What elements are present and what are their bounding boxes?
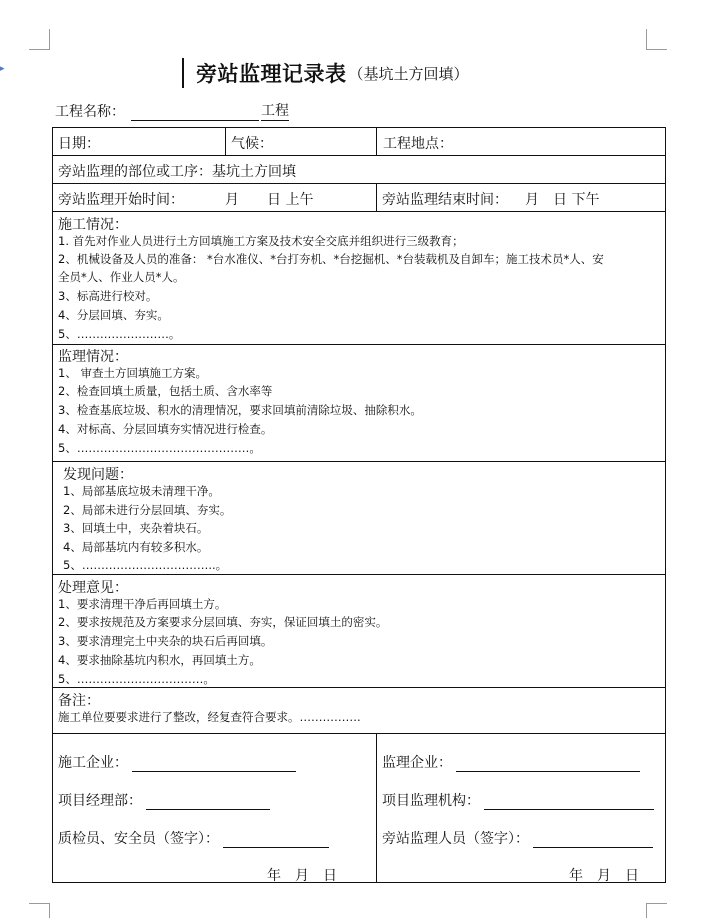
project-manager-row [58,790,270,810]
list-item: 1、要求清理干净后再回填土方。 [58,597,227,611]
crop-mark-top-left [29,29,50,50]
col-divider [376,183,377,211]
location-label: 工程地点： [383,136,453,152]
construction-title: 施工情况： [58,217,128,233]
row-divider [53,461,665,462]
construction-company-row [58,752,296,772]
list-item: 4、分层回填、夯实。 [58,308,169,322]
list-item: 2、机械设备及人员的准备： *台水准仪、*台打夯机、*台挖掘机、*台装载机及自卸车；施工技术员*人、安 [58,252,604,266]
supervision-agency-label: 项目监理机构： [382,793,480,809]
inspector-signature-field[interactable] [223,832,329,848]
row-divider [53,183,665,184]
list-item: 3、要求清理完土中夹杂的块石后再回填。 [58,634,273,648]
list-item: 4、要求抽除基坑内积水，再回填土方。 [58,653,261,667]
supervision-title: 监理情况： [58,349,128,365]
list-item: 2、要求按规范及方案要求分层回填、夯实，保证回填土的密实。 [58,615,388,629]
supervisor-signature-field[interactable] [533,832,653,848]
list-item: 4、局部基坑内有较多积水。 [63,540,209,554]
list-item: 5、……………………………..。 [63,558,228,572]
row-divider [53,211,665,212]
construction-company-label: 施工企业： [58,755,128,771]
col-divider [376,128,377,155]
list-item: 2、检查回填土质量，包括土质、含水率等 [58,384,273,398]
left-sign-date: 年 月 日 [267,868,337,884]
right-sign-date: 年 月 日 [569,868,639,884]
row-divider [53,155,665,156]
list-item: 2、局部未进行分层回填、夯实。 [63,503,232,517]
supervision-agency-field[interactable] [484,794,654,810]
crop-mark-top-right [646,29,667,50]
list-item: 1、局部基底垃圾未清理干净。 [63,484,220,498]
opinions-title: 处理意见： [58,580,128,596]
title-sub: （基坑土方回填） [348,64,469,83]
supervision-company-row [382,752,640,772]
project-name-field[interactable] [131,104,259,121]
list-item: 4、对标高、分层回填夯实情况进行检查。 [58,422,273,436]
supervision-company-field[interactable] [456,756,640,772]
page-title [182,56,469,90]
col-divider [225,128,226,155]
list-item: 5、……………………。 [58,327,181,341]
end-time-value: 月 日 下午 [525,192,600,208]
construction-company-field[interactable] [132,756,296,772]
project-manager-label: 项目经理部： [58,793,142,809]
list-item: 5、……………………………。 [58,672,215,686]
project-name-suffix: 工程 [261,100,289,121]
list-item: 5、………………………………………。 [58,441,261,455]
inspector-row [58,828,329,848]
crop-mark-bottom-right [646,903,667,918]
col-divider [376,733,377,883]
crop-mark-bottom-left [29,903,50,918]
problems-title: 发现问题： [63,467,133,483]
date-label: 日期： [58,136,100,152]
list-item: 3、回填土中，夹杂着块石。 [63,521,209,535]
text-cursor-bar [182,58,184,88]
weather-label: 气候： [231,136,273,152]
start-time-label: 旁站监理开始时间： [58,192,184,208]
row-divider [53,344,665,345]
inspector-label: 质检员、安全员（签字）： [58,831,219,847]
supervision-part: 旁站监理的部位或工序：基坑土方回填 [58,164,296,180]
supervisor-label: 旁站监理人员（签字）： [382,831,529,847]
title-main: 旁站监理记录表 [196,61,347,86]
record-table [52,127,666,883]
start-time-value: 月 日 上午 [225,192,314,208]
end-time-label: 旁站监理结束时间： [382,192,508,208]
remarks-text: 施工单位要要求进行了整改，经复查符合要求。……………. [58,710,361,724]
list-item: 1、 审查土方回填施工方案。 [58,366,207,380]
row-divider [53,733,665,734]
list-item: 全员*人、作业人员*人。 [58,270,185,284]
margin-arrow-icon: ▸ [0,64,5,74]
list-item: 1. 首先对作业人员进行土方回填施工方案及技术安全交底并组织进行三级教育； [58,234,464,248]
supervision-company-label: 监理企业： [382,755,452,771]
list-item: 3、检查基底垃圾、积水的清理情况，要求回填前清除垃圾、抽除积水。 [58,403,422,417]
list-item: 3、标高进行校对。 [58,289,158,303]
supervisor-row [382,828,653,848]
row-divider [53,574,665,575]
project-name-row [55,100,289,121]
project-name-label: 工程名称： [55,104,125,120]
project-manager-field[interactable] [146,794,270,810]
remarks-title: 备注： [58,693,100,709]
supervision-agency-row [382,790,654,810]
